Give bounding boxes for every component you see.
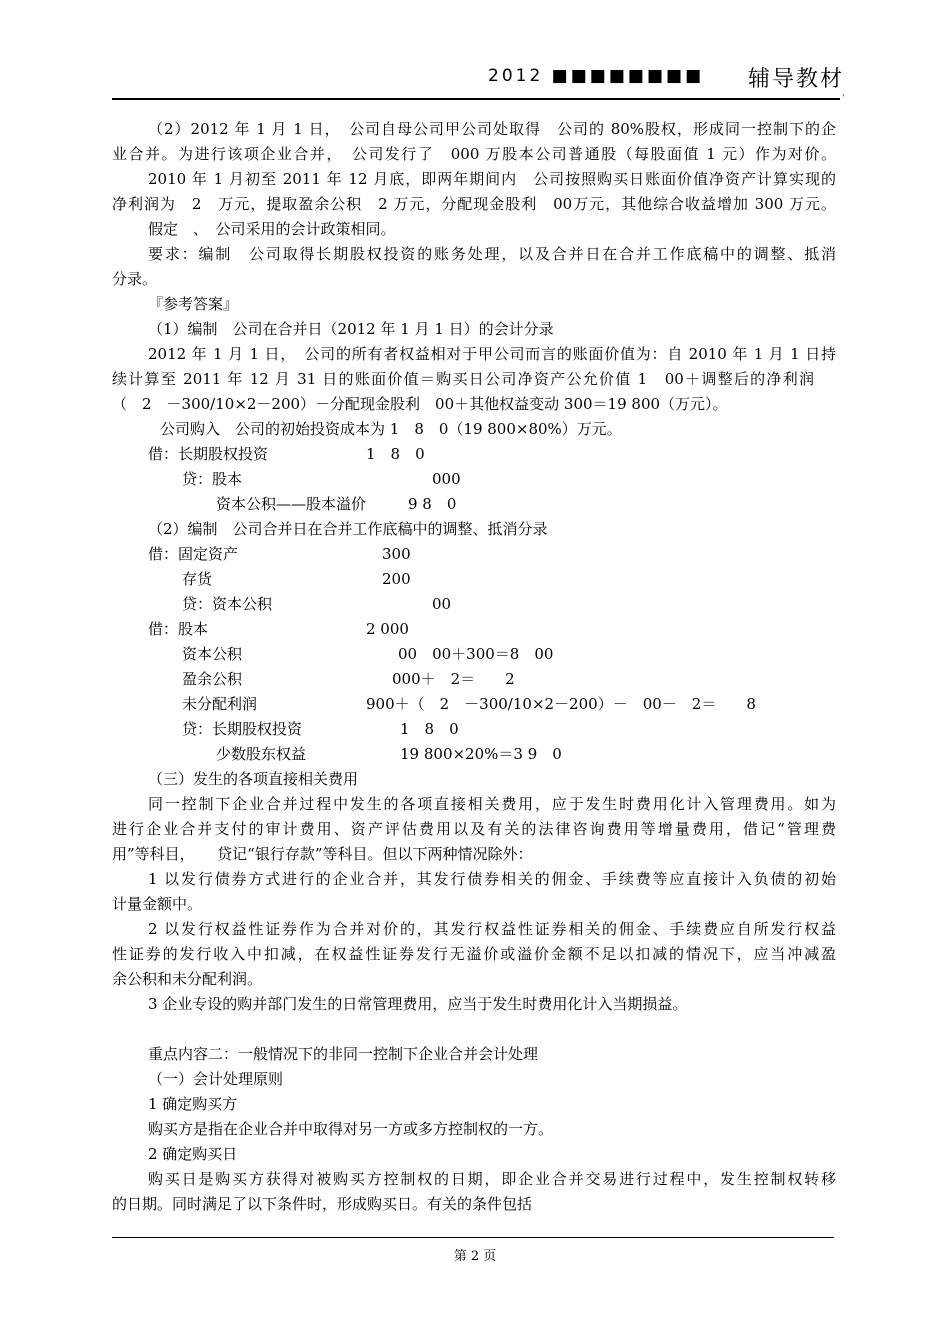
text-line: 19 800×20%＝3 9 0 (400, 745, 562, 763)
text-line: 余公积和未分配利润。 (112, 970, 263, 988)
text-line: 资本公积——股本溢价 (216, 495, 367, 513)
text-line: 『参考答案』 (148, 295, 239, 313)
text-line: 借：固定资产 (148, 545, 239, 563)
text-line: 2010 年 1 月初至 2011 年 12 月底，即两年期间内 公司按照购买日账面价值净资产计算实现的 (148, 170, 836, 188)
text-line: 2 确定购买日 (148, 1145, 238, 1163)
text-line: （三）发生的各项直接相关费用 (148, 770, 359, 788)
text-line: 净利润为 2 万元，提取盈余公积 2 万元，分配现金股利 00万元，其他综合收益增加 300 万元。 (112, 195, 836, 213)
header-title: 2012 ■■■■■■■■ (488, 66, 705, 86)
text-line: 000＋ 2＝ 2 (392, 670, 515, 688)
text-line: 要求：编制 公司取得长期股权投资的账务处理，以及合并日在合并工作底稿中的调整、抵消 (148, 245, 836, 263)
text-line: 用”等科目， 贷记“银行存款”等科目。但以下两种情况除外： (112, 845, 533, 863)
text-line: 3 企业专设的购并部门发生的日常管理费用，应当于发生时费用化计入当期损益。 (148, 995, 688, 1013)
text-line: 2 以发行权益性证券作为合并对价的，其发行权益性证券相关的佣金、手续费应自所发行权益 (148, 920, 836, 938)
text-line: （ 2 －300/10×2－200）－分配现金股利 00＋其他权益变动 300＝19 800（万元）。 (112, 395, 728, 413)
text-line: 进行企业合并支付的审计费用、资产评估费用以及有关的法律咨询费用等增量费用，借记“管理费 (112, 820, 836, 838)
text-line: 9 8 0 (408, 495, 457, 513)
text-line: 900＋（ 2 －300/10×2－200）－ 00－ 2＝ 8 (366, 695, 756, 713)
text-line: （一）会计处理原则 (148, 1070, 284, 1088)
text-line: 1 以发行债券方式进行的企业合并，其发行债券相关的佣金、手续费等应直接计入负债的初始 (148, 870, 836, 888)
text-line: 00 (432, 595, 452, 613)
text-line: 000 (432, 470, 461, 488)
text-line: 假定 、 公司采用的会计政策相同。 (148, 220, 396, 238)
text-line: 性证券的发行收入中扣减，在权益性证券发行无溢价或溢价金额不足以扣减的情况下，应当冲减盈 (112, 945, 836, 963)
text-line: 同一控制下企业合并过程中发生的各项直接相关费用，应于发生时费用化计入管理费用。如为 (148, 795, 836, 813)
text-line: 少数股东权益 (216, 745, 307, 763)
text-line: （2）2012 年 1 月 1 日， 公司自母公司甲公司处取得 公司的 80%股权，形成同一控制下的企 (148, 120, 836, 138)
text-line: 购买日是购买方获得对被购买方控制权的日期，即企业合并交易进行过程中，发生控制权转移 (148, 1170, 836, 1188)
page-number: 第 2 页 (453, 1249, 497, 1264)
text-line: 重点内容二：一般情况下的非同一控制下企业合并会计处理 (148, 1045, 539, 1063)
text-line: 1 8 0 (400, 720, 459, 738)
text-line: （2）编制 公司合并日在合并工作底稿中的调整、抵消分录 (148, 520, 548, 538)
text-line: 200 (382, 570, 411, 588)
text-line: 借：长期股权投资 (148, 445, 269, 463)
text-line: 贷：资本公积 (182, 595, 273, 613)
text-line: 存货 (182, 570, 213, 588)
text-line: 1 8 0 (366, 445, 425, 463)
header-mark: ' (842, 94, 845, 104)
header-rule (112, 98, 840, 100)
text-line: 盈余公积 (182, 670, 243, 688)
text-line: （1）编制 公司在合并日（2012 年 1 月 1 日）的会计分录 (148, 320, 554, 338)
text-line: 00 00＋300＝8 00 (398, 645, 554, 663)
text-line: 购买方是指在企业合并中取得对另一方或多方控制权的一方。 (148, 1120, 554, 1138)
text-line: 续计算至 2011 年 12 月 31 日的账面价值＝购买日公司净资产公允价值 1 00＋调整后的净利润 (112, 370, 814, 388)
text-line: 300 (382, 545, 411, 563)
text-line: 1 确定购买方 (148, 1095, 238, 1113)
text-line: 未分配利润 (182, 695, 258, 713)
text-line: 业合并。为进行该项企业合并， 公司发行了 000 万股本公司普通股（每股面值 1 元）作为对价。 (112, 145, 836, 163)
footer-rule (112, 1237, 834, 1238)
text-line: 2 000 (366, 620, 409, 638)
text-line: 贷：长期股权投资 (182, 720, 303, 738)
text-line: 2012 年 1 月 1 日， 公司的所有者权益相对于甲公司而言的账面价值为：自 2010 年 1 月 1 日持 (148, 345, 836, 363)
text-line: 资本公积 (182, 645, 243, 663)
text-line: 借：股本 (148, 620, 209, 638)
text-line: 贷：股本 (182, 470, 243, 488)
text-line: 计量金额中。 (112, 895, 203, 913)
text-line: 分录。 (112, 270, 158, 288)
header-right-label: 辅导教材 (748, 67, 845, 92)
text-line: 公司购入 公司的初始投资成本为 1 8 0（19 800×80%）万元。 (160, 420, 622, 438)
text-line: 的日期。同时满足了以下条件时，形成购买日。有关的条件包括 (112, 1195, 533, 1213)
